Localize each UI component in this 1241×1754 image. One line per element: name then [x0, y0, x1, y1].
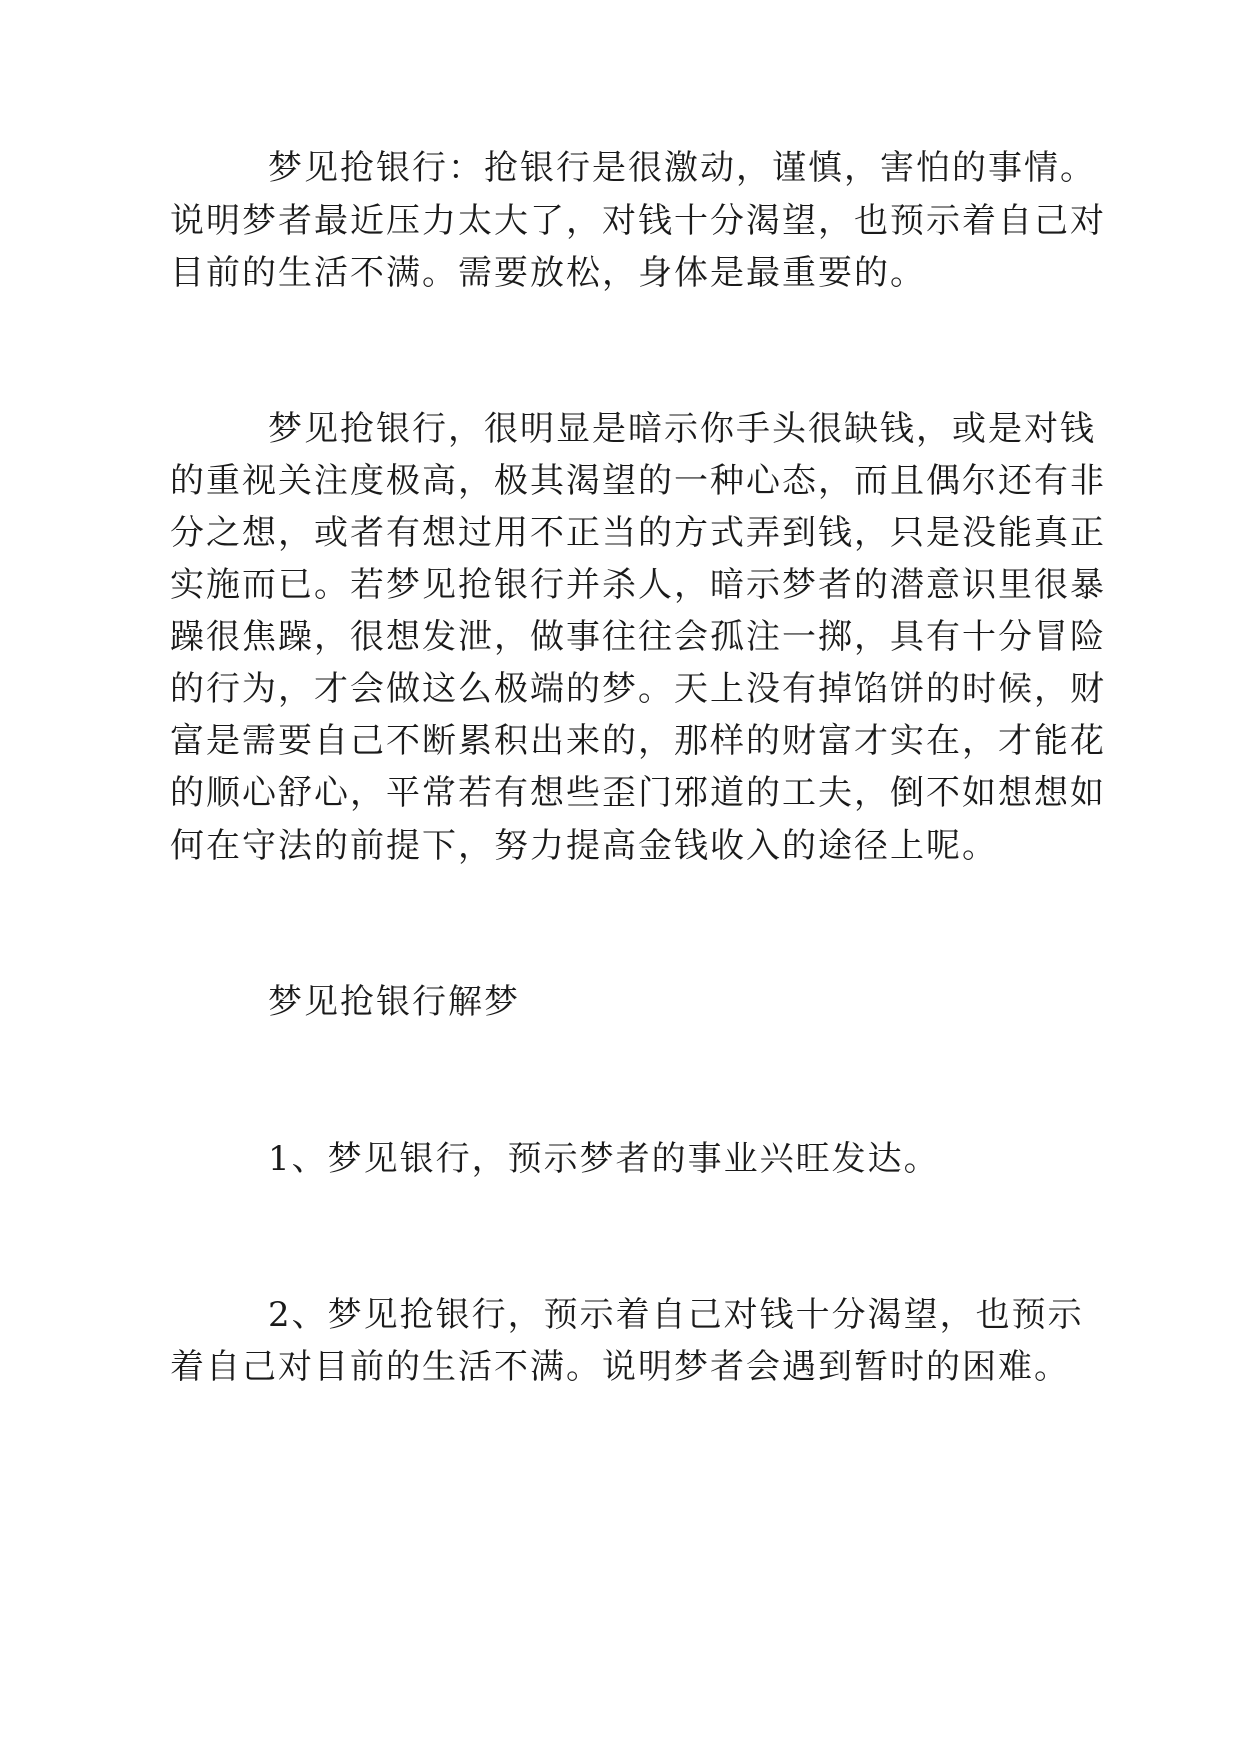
list-item-line: 2、梦见抢银行，预示着自己对钱十分渴望，也预示	[268, 1295, 1084, 1335]
paragraph-line: 梦见抢银行，很明显是暗示你手头很缺钱，或是对钱	[268, 409, 1096, 449]
list-item-line: 着自己对目前的生活不满。说明梦者会遇到暂时的困难。	[170, 1347, 1070, 1387]
paragraph-line: 的重视关注度极高，极其渴望的一种心态，而且偶尔还有非	[170, 461, 1106, 501]
paragraph-line: 梦见抢银行：抢银行是很激动，谨慎，害怕的事情。	[268, 148, 1096, 188]
paragraph-line: 富是需要自己不断累积出来的，那样的财富才实在，才能花	[170, 721, 1106, 761]
paragraph-line: 实施而已。若梦见抢银行并杀人，暗示梦者的潜意识里很暴	[170, 565, 1106, 605]
paragraph-line: 躁很焦躁，很想发泄，做事往往会孤注一掷，具有十分冒险	[170, 617, 1106, 657]
paragraph-line: 目前的生活不满。需要放松，身体是最重要的。	[170, 253, 926, 293]
section-heading-text: 梦见抢银行解梦	[268, 982, 520, 1022]
paragraph-line: 分之想，或者有想过用不正当的方式弄到钱，只是没能真正	[170, 513, 1106, 553]
paragraph-line: 的顺心舒心，平常若有想些歪门邪道的工夫，倒不如想想如	[170, 773, 1106, 813]
paragraph-line: 说明梦者最近压力太大了，对钱十分渴望，也预示着自己对	[170, 201, 1106, 241]
paragraph-line: 的行为，才会做这么极端的梦。天上没有掉馅饼的时候，财	[170, 669, 1106, 709]
paragraph-line: 何在守法的前提下，努力提高金钱收入的途径上呢。	[170, 826, 998, 866]
list-item-line: 1、梦见银行，预示梦者的事业兴旺发达。	[268, 1139, 940, 1179]
